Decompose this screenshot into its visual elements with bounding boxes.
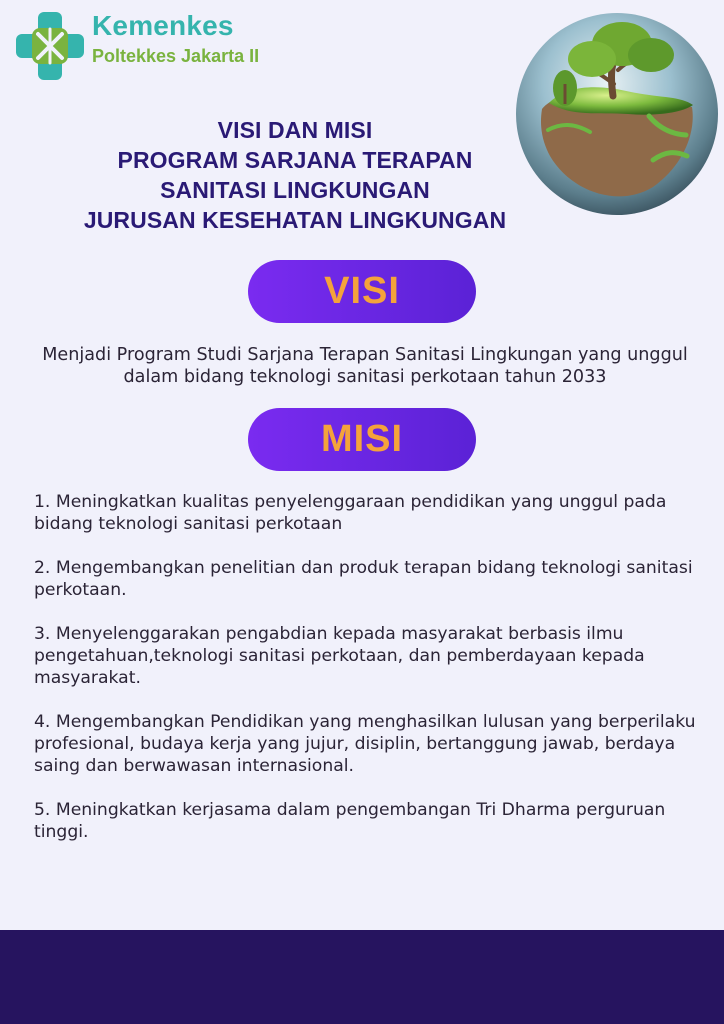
kemenkes-logo-icon xyxy=(14,10,86,82)
visi-statement: Menjadi Program Studi Sarjana Terapan Sanitasi Lingkungan yang unggul dalam bidang teknologi sanitasi perkotaan tahun 2033 xyxy=(42,345,688,387)
page-title xyxy=(45,115,545,235)
misi-item-1: 1. Meningkatkan kualitas penyelenggaraan pendidikan yang unggul pada bidang teknologi sanitasi perkotaan xyxy=(34,492,667,534)
visi-heading-pill: VISI xyxy=(248,260,476,323)
misi-item-4: 4. Mengembangkan Pendidikan yang menghasilkan lulusan yang berperilaku profesional, budaya kerja yang jujur, disiplin, bertanggung jawab, berdaya saing dan berwawasan internasional. xyxy=(34,712,696,776)
kemenkes-logo xyxy=(14,10,314,90)
title-line-3: SANITASI LINGKUNGAN xyxy=(160,177,430,203)
logo-text xyxy=(92,12,259,65)
misi-item-5: 5. Meningkatkan kerjasama dalam pengembangan Tri Dharma perguruan tinggi. xyxy=(34,800,666,842)
logo-subtitle: Poltekkes Jakarta II xyxy=(92,46,260,66)
misi-heading-pill: MISI xyxy=(248,408,476,471)
misi-list xyxy=(34,491,706,865)
title-line-4: JURUSAN KESEHATAN LINGKUNGAN xyxy=(83,207,507,233)
footer-band xyxy=(0,930,724,1024)
misi-item-3: 3. Menyelenggarakan pengabdian kepada masyarakat berbasis ilmu pengetahuan,teknologi sanitasi perkotaan, dan pemberdayaan kepada masyarakat. xyxy=(34,624,645,688)
logo-title: Kemenkes xyxy=(92,10,234,41)
title-line-2: PROGRAM SARJANA TERAPAN xyxy=(117,147,473,173)
misi-item-2: 2. Mengembangkan penelitian dan produk terapan bidang teknologi sanitasi perkotaan. xyxy=(34,558,693,600)
title-line-1: VISI DAN MISI xyxy=(217,117,373,143)
